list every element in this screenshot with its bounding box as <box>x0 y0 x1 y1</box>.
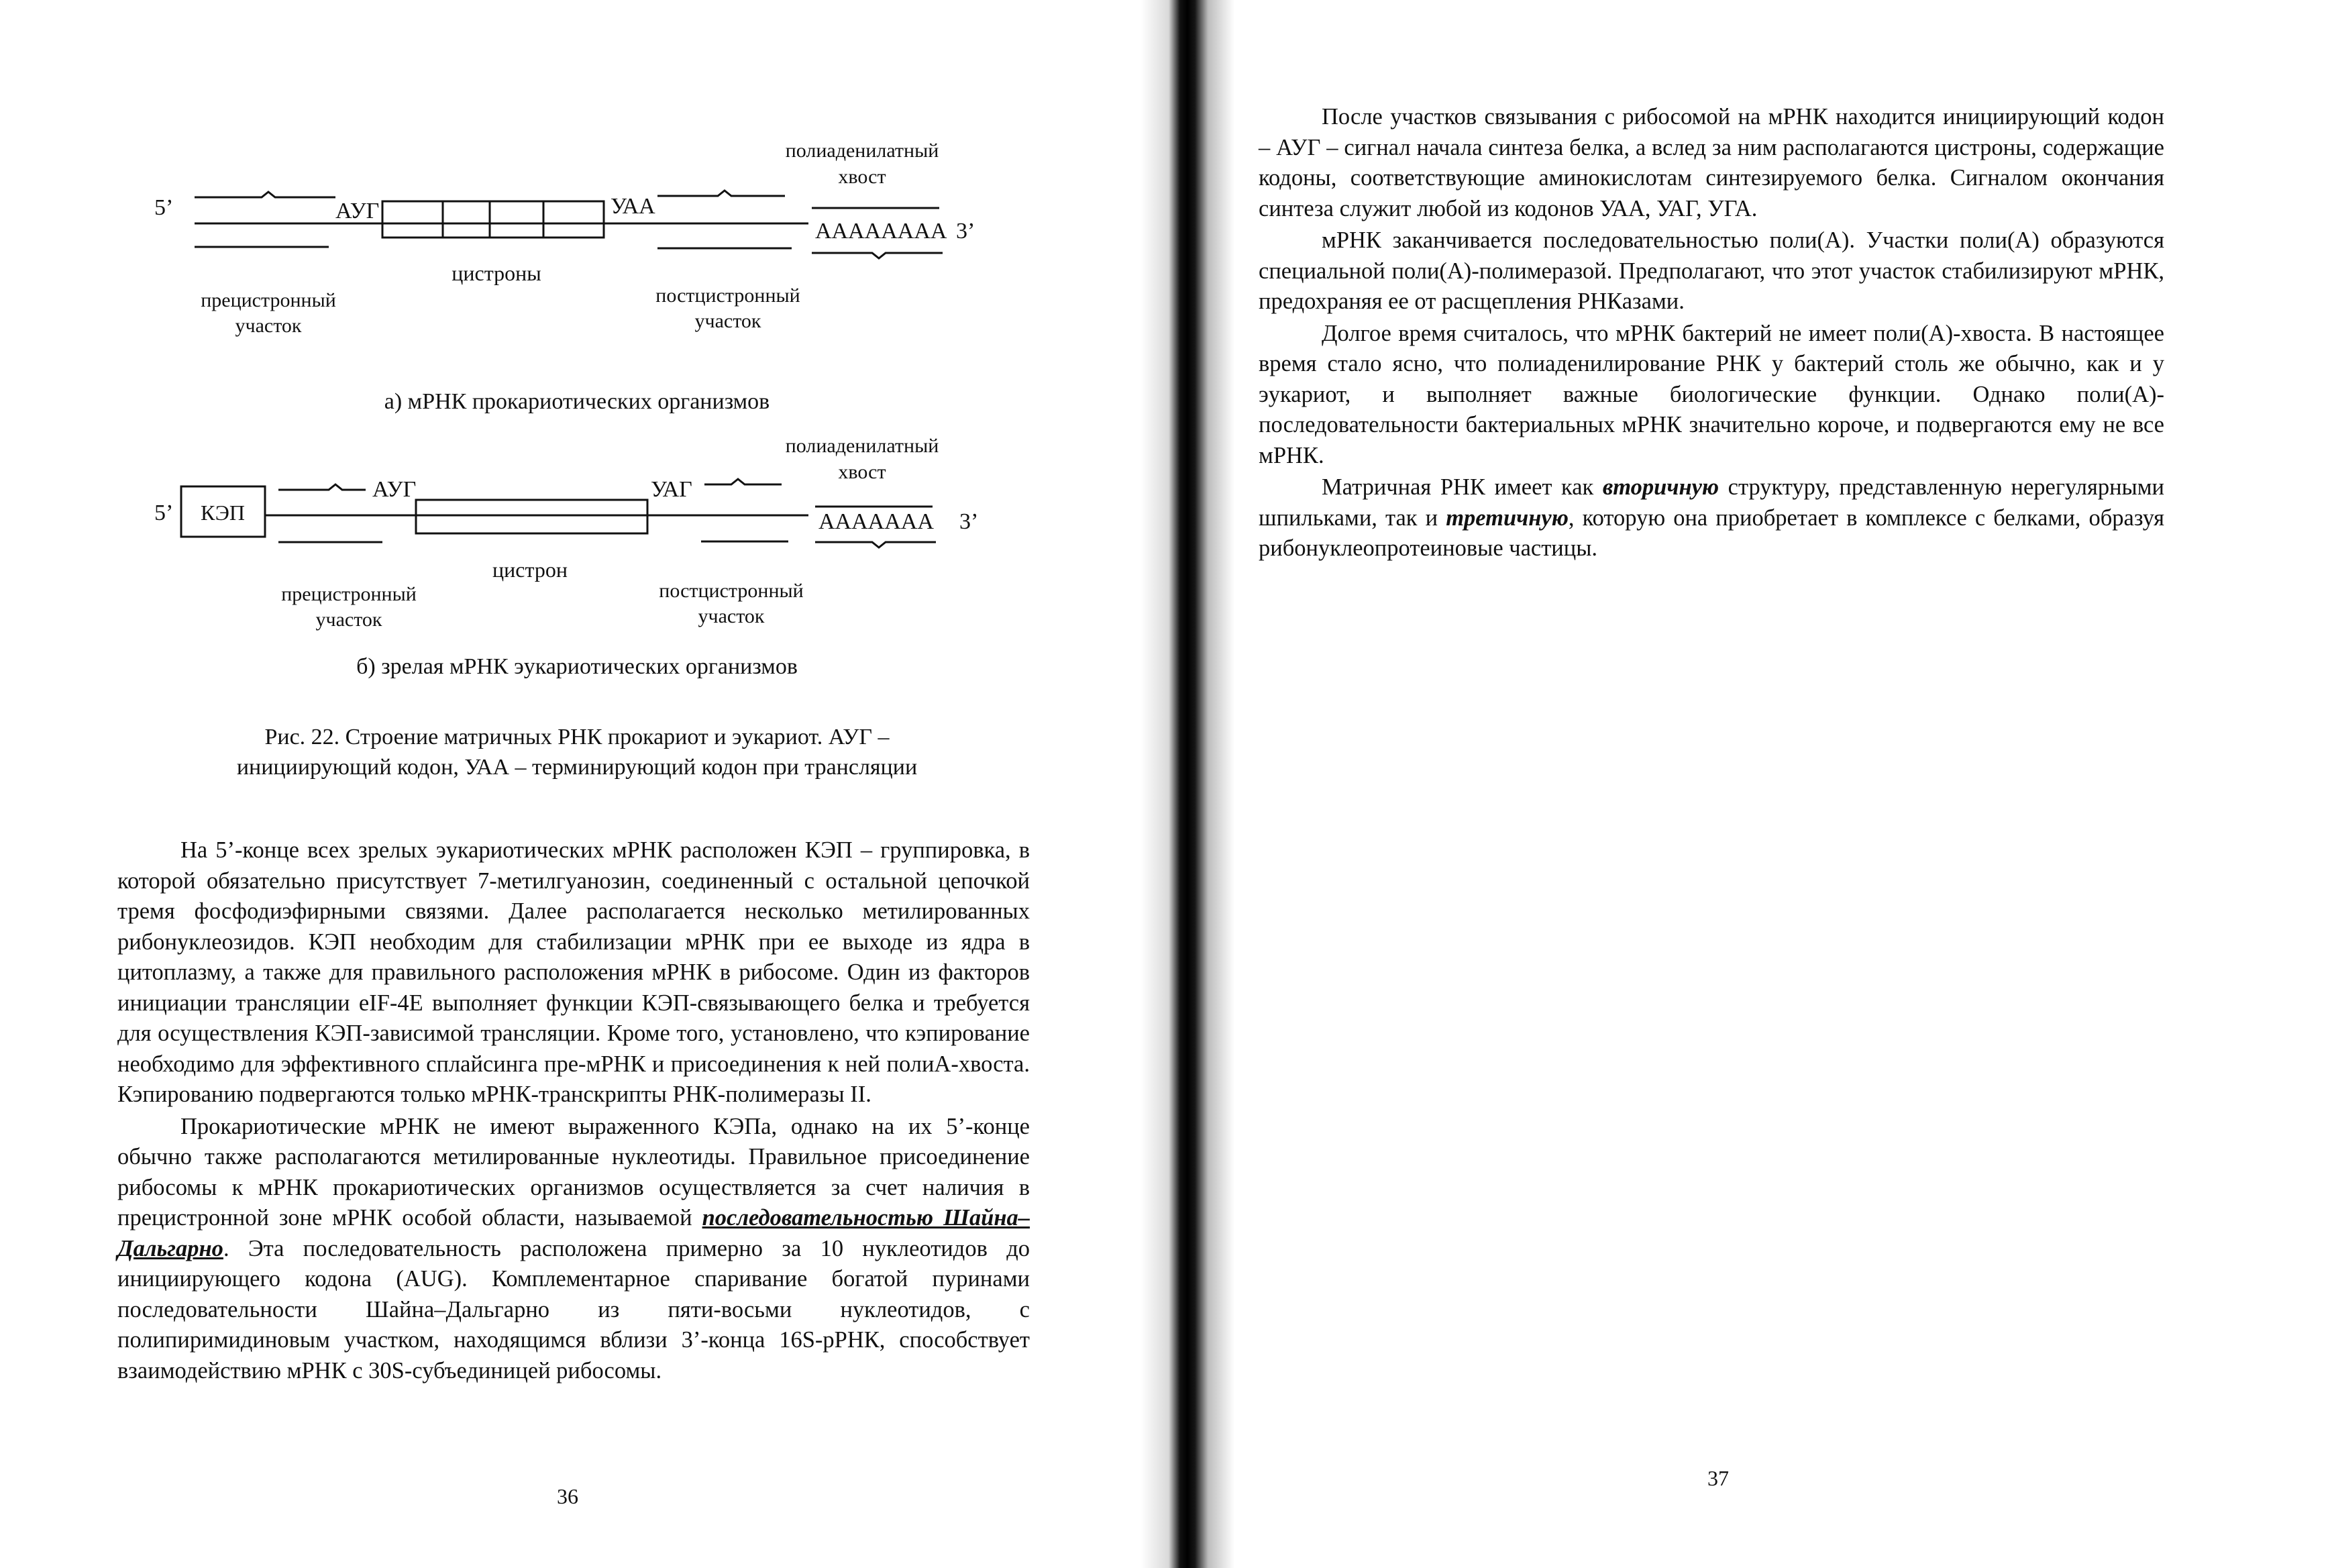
paragraph-shine-dalgarno <box>117 1112 1030 1387</box>
paragraph-text: , которую она приобретает в комплексе с белками, образуя рибонуклеопротеиновые частицы. <box>1259 505 2165 561</box>
polya-label-1: полиаденилатный <box>785 436 939 457</box>
paragraph-cap: На 5’-конце всех зрелых эукариотических мРНК расположен КЭП – группировка, в которой обязательно присутствует 7-метилгуанозин, соединенный с остальной цепочкой тремя фосфодиэфирными связями. Далее располагается несколько метилированных рибонуклеозидов. КЭП необходим для стабилизации мРНК при ее выходе из ядра в цитоплазму, а также для правильного расположения мРНК в рибосоме. Один из факторов инициации трансляции eIF-4E выполняет функции КЭП-связывающего белка и требуется для осуществления КЭП-зависимой трансляции. Кроме того, установлено, что кэпирование необходимо для эффективного сплайсинга пре-мРНК и присоединения к ней полиА-хвоста. Кэпированию подвергаются только мРНК-транскрипты РНК-полимеразы II. <box>117 837 1030 1107</box>
cistrons-box <box>382 201 604 238</box>
stop-codon-label: УАА <box>611 194 655 219</box>
paragraph-text: структуру, представленную нерегулярными шпильками, так и <box>1259 474 2165 531</box>
paragraph-initiation: После участков связывания с рибосомой на мРНК находится инициирующий кодон – АУГ – сигнал начала синтеза белка, а вслед за ним располагаются цистроны, содержащие кодоны, соответствующие аминокислотам синтезируемого белка. Сигналом окончания синтеза служит любой из кодонов УАА, УАГ, УГА. <box>1259 104 2164 221</box>
diagram-eukaryotic-mrna <box>127 436 1040 644</box>
paragraph-polya: мРНК заканчивается последовательностью поли(А). Участки поли(А) образуются специальной поли(А)-полимеразой. Предполагают, что этот участок стабилизируют мРНК, предохраняя ее от расщепления РНКазами. <box>1259 227 2164 314</box>
precistronic-label-2: участок <box>235 315 302 337</box>
postcistronic-label-2: участок <box>694 310 761 332</box>
postcistronic-label-2: участок <box>698 605 765 627</box>
precistronic-brace-top <box>195 192 335 197</box>
five-prime-label: 5’ <box>154 501 174 525</box>
precistronic-label-1: прецистронный <box>281 583 417 605</box>
paragraph-structure <box>1259 472 2164 564</box>
paragraph-text: . Эта последовательность расположена примерно за 10 нуклеотидов до инициирующего кодона (AUG). Комплементарное спаривание богатой пуринами последовательности Шайна–Дальгарно из пяти-восьми нуклеотидов, с полипиримидиновым участком, находящимся вблизи 3’-конца 16S-рРНК, способствует взаимодействию мРНК с 30S-субъединицей рибосомы. <box>117 1235 1030 1383</box>
cistron-box <box>416 500 647 533</box>
postcistronic-label-1: постцистронный <box>655 284 800 307</box>
precistronic-label-1: прецистронный <box>201 289 336 311</box>
start-codon-label: АУГ <box>372 477 417 502</box>
figure-caption-line-1: Рис. 22. Строение матричных РНК прокариот и эукариот. АУГ – <box>264 725 890 749</box>
book-spine-gutter <box>1141 0 1234 1568</box>
precistronic-label-2: участок <box>315 609 382 631</box>
postcistronic-label-1: постцистронный <box>659 580 804 602</box>
diagram-b-svg <box>127 436 1040 644</box>
paragraph-bacterial-polya: Долгое время считалось, что мРНК бактерий не имеет поли(А)-хвоста. В настоящее время стало ясно, что полиаденилирование РНК у бактерий столь же обычно, как и у эукариот, и выполняет важные биологические функции. Однако поли(А)-последовательности бактериальных мРНК значительно короче, и подвергаются ему не все мРНК. <box>1259 320 2164 468</box>
page-number-right: 37 <box>1707 1466 1729 1490</box>
right-page-body <box>1259 102 2164 566</box>
five-prime-label: 5’ <box>154 195 174 220</box>
term-shine-dalgarno: последовательностью Шайна–Дальгарно <box>117 1205 1030 1261</box>
stop-codon-label: УАГ <box>651 477 692 502</box>
cap-label: КЭП <box>201 501 245 525</box>
three-prime-label: 3’ <box>959 509 979 534</box>
page-number-left: 36 <box>557 1484 578 1508</box>
term-tertiary: третичную <box>1446 505 1569 531</box>
polya-sequence: ААААААА <box>818 509 934 534</box>
diagram-prokaryotic-mrna <box>127 134 1040 356</box>
diagram-b-caption: б) зрелая мРНК эукариотических организмов <box>356 654 798 679</box>
polya-label-1: полиаденилатный <box>785 140 939 162</box>
cistrons-label: цистроны <box>452 261 541 285</box>
polya-sequence: АААААААА <box>815 219 947 244</box>
left-page-body <box>117 835 1030 1388</box>
figure-caption-line-2: инициирующий кодон, УАА – терминирующий кодон при трансляции <box>236 755 918 780</box>
left-page <box>0 0 1154 1568</box>
postcistronic-brace-top <box>657 191 785 196</box>
diagram-a-caption: а) мРНК прокариотических организмов <box>384 389 770 414</box>
polya-label-2: хвост <box>838 166 886 188</box>
three-prime-label: 3’ <box>956 219 975 244</box>
start-codon-label: АУГ <box>335 199 380 223</box>
paragraph-text: Матричная РНК имеет как <box>1322 474 1594 500</box>
polya-label-2: хвост <box>838 461 886 483</box>
cistron-label: цистрон <box>492 558 568 582</box>
paragraph-text: Прокариотические мРНК не имеют выраженного КЭПа, однако на их 5’-конце обычно также располагаются метилированные нуклеотиды. Правильное присоединение рибосомы к мРНК прокариотических организмов осуществляется за счет наличия в прецистронной зоне мРНК особой области, называемой <box>117 1113 1030 1231</box>
term-secondary: вторичную <box>1602 474 1719 500</box>
diagram-a-svg <box>127 134 1040 356</box>
right-page <box>1221 0 2330 1568</box>
